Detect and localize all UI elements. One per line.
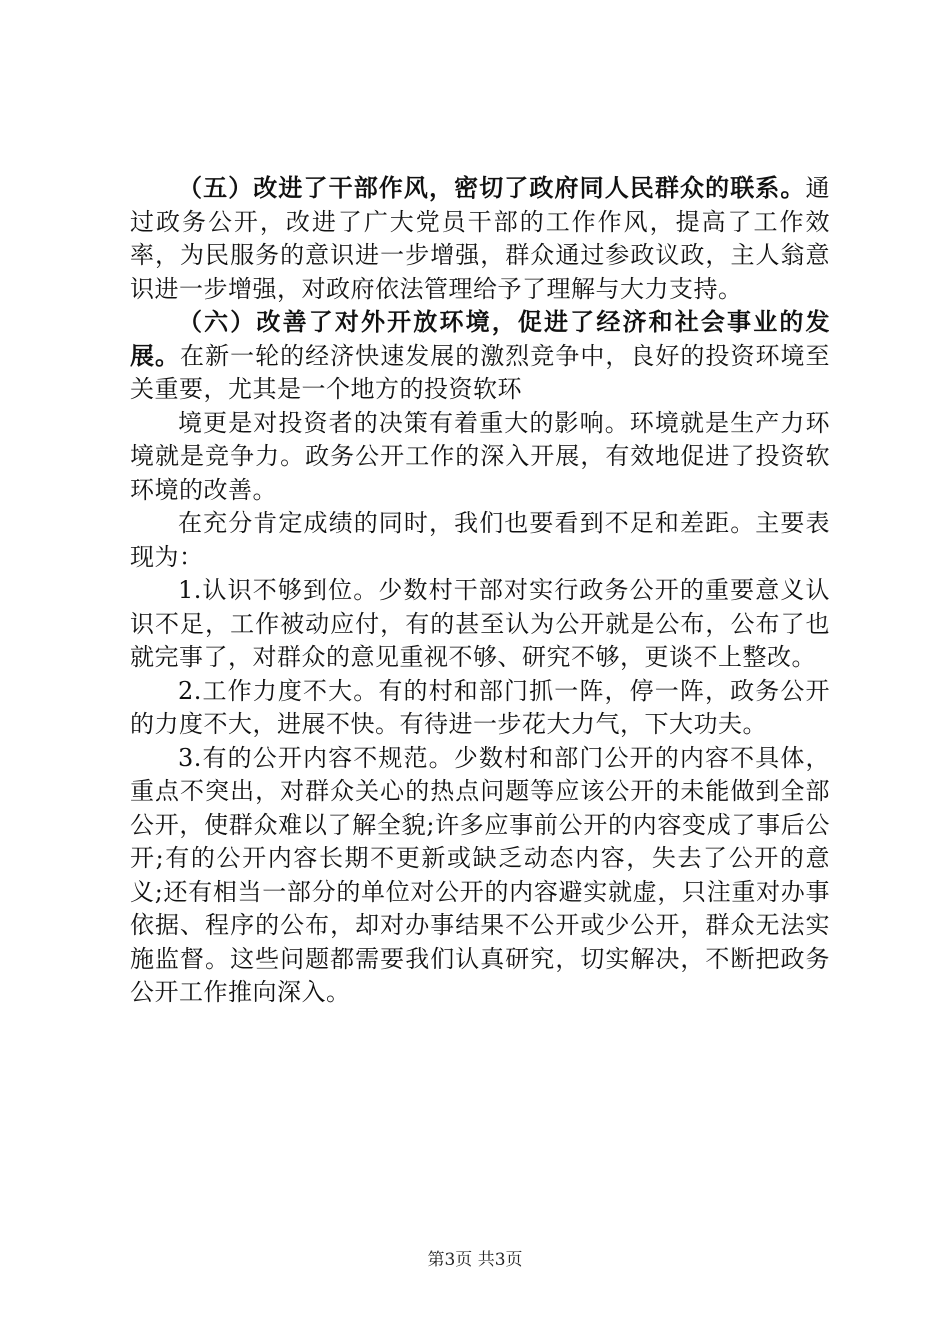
paragraph-6 bbox=[130, 306, 830, 407]
section-heading-5: （五）改进了干部作风，密切了政府同人民群众的联系。 bbox=[178, 174, 806, 202]
paragraph-item-3: 3.有的公开内容不规范。少数村和部门公开的内容不具体，重点不突出，对群众关心的热点问题等应该公开的未能做到全部公开，使群众难以了解全貌;许多应事前公开的内容变成了事后公开;有的公开内容长期不更新或缺乏动态内容，失去了公开的意义;还有相当一部分的单位对公开的内容避实就虚，只注重对办事依据、程序的公布，却对办事结果不公开或少公开，群众无法实施监督。这些问题都需要我们认真研究，切实解决，不断把政务公开工作推向深入。 bbox=[130, 743, 830, 1006]
page-footer: 第3页 共3页 bbox=[427, 1250, 523, 1270]
section-heading-6: （六）改善了对外开放环境，促进了经济和社会事业的发展。 bbox=[130, 308, 830, 370]
paragraph-5-text: 通过政务公开，改进了广大党员干部的工作作风，提高了工作效率，为民服务的意识进一步增强，群众通过参政议政，主人翁意识进一步增强，对政府依法管理给予了理解与大力支持。 bbox=[130, 174, 830, 303]
document-body bbox=[130, 172, 830, 1010]
paragraph-item-2: 2.工作力度不大。有的村和部门抓一阵，停一阵，政务公开的力度不大，进展不快。有待进一步花大力气，下大功夫。 bbox=[130, 676, 830, 738]
paragraph-6-text: 在新一轮的经济快速发展的激烈竞争中，良好的投资环境至关重要，尤其是一个地方的投资软环 bbox=[130, 341, 831, 403]
paragraph-item-1: 1.认识不够到位。少数村干部对实行政务公开的重要意义认识不足，工作被动应付，有的甚至认为公开就是公布，公布了也就完事了，对群众的意见重视不够、研究不够，更谈不上整改。 bbox=[130, 576, 830, 671]
paragraph-shortcomings-intro: 在充分肯定成绩的同时，我们也要看到不足和差距。主要表现为： bbox=[130, 509, 830, 571]
paragraph-5 bbox=[130, 172, 830, 306]
paragraph-6-continued: 境更是对投资者的决策有着重大的影响。环境就是生产力环境就是竞争力。政务公开工作的深入开展，有效地促进了投资软环境的改善。 bbox=[130, 408, 830, 504]
